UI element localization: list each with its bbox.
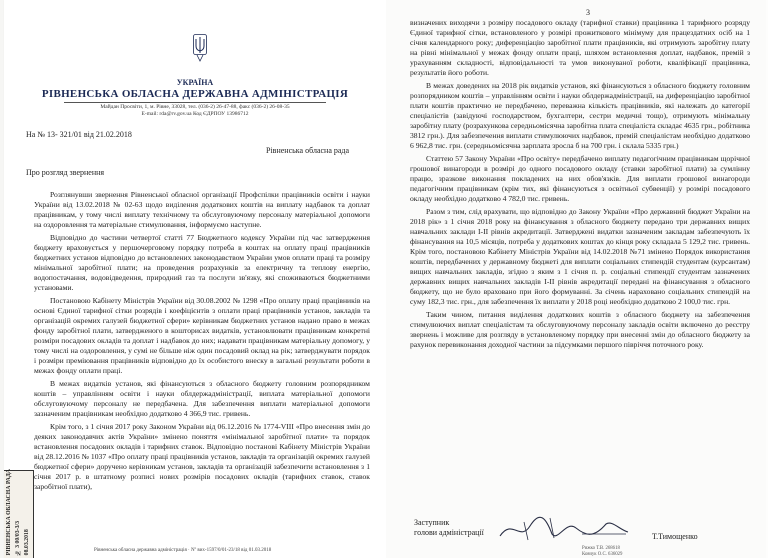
address-line-1: Майдан Просвіти, 1, м. Рівне, 33028, тел. (036-2) 26-47-88, факс (036-2) 26-08-35 bbox=[100, 104, 290, 110]
letter-page-1 bbox=[4, 0, 386, 558]
header-divider bbox=[64, 102, 326, 103]
paragraph: Крім того, з 1 січня 2017 року Законом України від 06.12.2016 № 1774-VIII «Про внесення змін до деяких законодавчих актів України» змінено поняття «мінімальної заробітної плати» та порядок встановлення посадових окладів і тарифних ставок. Відповідно постанові Кабінету Міністрів України від 28.12.2016 № 1037 «Про оплату праці працівників установ, закладів та організацій окремих галузей бюджетної сфери» доручено керівникам установ, закладів та організацій забезпечити встановлення з 1 січня 2017 р. в штатному розписі нових розмірів посадових окладів (тарифних ставок, ставок заробітної плати), bbox=[34, 422, 370, 491]
executor-line: Рижко Т.В. 268618 bbox=[582, 546, 620, 551]
executor-line: Ковчук О.С. 636029 bbox=[582, 552, 623, 557]
letter-page-2 bbox=[386, 0, 766, 558]
letter-body-page-1 bbox=[34, 190, 370, 495]
signatory-title bbox=[414, 518, 484, 538]
stamp-line: № 3 00/03-3/3 bbox=[15, 520, 21, 555]
org-country: УКРАЇНА bbox=[176, 78, 214, 87]
paragraph: Таким чином, питання виділення додаткових коштів з обласного бюджету на забезпечення стимулюючих виплат спеціалістам та обслуговуючому персоналу закладів освіти включено до реєстру звернень і можливе для розгляду в установленому порядку при внесенні змін до обласного бюджету за рахунок перевиконання доходної частини за підсумками першого півріччя поточного року. bbox=[410, 310, 750, 349]
paragraph: Відповідно до частини четвертої статті 77 Бюджетного кодексу України під час затвердження бюджету враховується у першочерговому порядку потреба в коштах на оплату праці працівників бюджетних установ відповідно до встановлених законодавством України умов оплати праці та розміру мінімальної заробітної плати; на проведення розрахунків за електричну та теплову енергію, водопостачання, водовідведення, природний газ та послуги зв'язку, які споживаються бюджетними установами. bbox=[34, 233, 370, 292]
paragraph: В межах видатків установ, які фінансуються з обласного бюджету головним розпорядником коштів – управлінням освіти і науки облдержадміністрації, виплата матеріальної допомоги обслуговуючому персоналу не передбачена. Для забезпечення виплати матеріальної допомоги зазначеним працівникам необхідно додатково 4 366,9 тис. гривень. bbox=[34, 379, 370, 418]
letter-body-page-2 bbox=[410, 18, 750, 353]
paragraph: визначених виходячи з розміру посадового окладу (тарифної ставки) працівника 1 тарифного розряду Єдиної тарифної сітки, встановленого у розмірі прожиткового мінімуму для працездатних осіб на 1 січня календарного року; диференціацію заробітної плати працівників, які отримують заробітну плату на рівні мінімальної у межах фонду оплати праці, шляхом встановлення доплат, надбавок, премій з урахуванням складності, відповідальності та умов виконуваної роботи, кваліфікації працівника, результатів його роботи. bbox=[410, 18, 750, 77]
page-number: 3 bbox=[586, 8, 590, 17]
signatory-title-line: голови адміністрації bbox=[414, 528, 484, 537]
subject-line: Про розгляд звернення bbox=[26, 168, 105, 177]
signatory-title-line: Заступник bbox=[414, 518, 450, 527]
executor-info bbox=[582, 546, 622, 558]
handwritten-signature bbox=[494, 512, 634, 546]
paragraph: В межах доведених на 2018 рік видатків установ, які фінансуються з обласного бюджету головним розпорядником коштів – управлінням освіти і науки облдержадміністрації, на диференціацію заробітної плати коштів практично не передбачено, переважна кількість працівників, які належать до категорії спеціалістів (завідуючі господарством, бухгалтери, сестри медичні тощо), отримують мінімальну заробітну плату (розрахункова середньомісячна заробітна плата спеціаліста складає 4635 грн., робітника 3812 грн.). Для забезпечення виплати стимулюючих надбавок, премій спеціалістам необхідно додатково 6 962,8 тис. грн. (середньомісячна зарплата зросла б на 700 грн. і склала 5335 грн.) bbox=[410, 81, 750, 150]
addressee: Рівненська обласна рада bbox=[266, 146, 350, 155]
org-address bbox=[4, 104, 386, 118]
paragraph: Статтею 57 Закону України «Про освіту» передбачено виплату педагогічним працівникам щорічної грошової винагороди в розмірі до одного посадового окладу (ставки заробітної плати) за сумлінну працю, зразкове виконання покладених на них обов'язків. Для виплати грошової винагороди педагогічним працівникам (крім тих, які фінансуються з освітньої субвенції) у розмірі посадового окладу необхідно додатково 4 782,0 тис. гривень. bbox=[410, 154, 750, 203]
paragraph: Разом з тим, слід врахувати, що відповідно до Закону України «Про державний бюджет України на 2018 рік» з 1 січня 2018 року на фінансування з обласного бюджету передано три державних вищих навчальних заклади I-II рівнів акредитації. Затверджені видатки зазначеним закладам забезпечують їх фінансування на 10,5 місяців, потреба у додаткових коштах до кінця року складала 5 129,2 тис. гривень. Крім того, постановою Кабінету Міністрів України від 14.02.2018 №71 змінено Порядок використання коштів, передбачених у державному бюджеті для виплати соціальних стипендій студентам (курсантам) вищих навчальних закладів, згідно з яким з 1 січня п. р. соціальні стипендії студентам зазначених державних вищих навчальних закладів I-II рівнів акредитації передані на фінансування з обласного бюджету, що не було враховано при його формуванні. За січень нараховано соціальних стипендій на суму 182,3 тис. грн., для забезпечення їх виплати у 2018 році необхідно додатково 2 100,0 тис. грн. bbox=[410, 207, 750, 306]
paragraph: Постановою Кабінету Міністрів України від 30.08.2002 № 1298 «Про оплату праці працівників на основі Єдиної тарифної сітки розрядів і коефіцієнтів з оплати праці працівників установ, закладів та організацій окремих галузей бюджетної сфери» керівникам бюджетних установ надано право в межах фонду заробітної плати, затвердженого в кошторисах видатків, установлювати працівникам конкретні розміри посадових окладів та доплат і надбавок до них; надавати працівникам матеріальну допомогу, у тому числі на оздоровлення, у сумі не більше ніж один посадовий оклад на рік; затверджувати порядок і розміри преміювання працівників відповідно до їх особистого внеску в загальні результати роботи в межах фонду оплати праці. bbox=[34, 296, 370, 375]
reference-number: На № 13- 321/01 від 21.02.2018 bbox=[26, 130, 132, 139]
org-name: РІВНЕНСЬКА ОБЛАСНА ДЕРЖАВНА АДМІНІСТРАЦІЯ bbox=[41, 88, 349, 100]
stamp-line: 08.03.2018 bbox=[24, 528, 30, 555]
stamp-line: РІВНЕНСЬКА ОБЛАСНА РАДА bbox=[6, 468, 12, 555]
registration-stamp bbox=[4, 470, 34, 558]
signatory-name: Т.Тимощенко bbox=[652, 532, 698, 541]
address-line-2: E-mail: rda@rv.gov.ua Код ЄДРПОУ 13986712 bbox=[141, 111, 249, 117]
document-footer: Рівненська обласна державна адміністрація · Nº вих-1597/0/01-23/18 від 01.03.2018 bbox=[94, 548, 272, 553]
stamp-text bbox=[5, 469, 32, 555]
paragraph: Розглянувши звернення Рівненської обласної організації Профспілки працівників освіти і науки України від 13.02.2018 № 02-63 щодо виділення додаткових коштів на виплату надбавок та доплат працівникам, у тому числі виплату технічному та обслуговуючому персоналу матеріальної допомоги на оздоровлення та матеріальне стимулювання, інформуємо наступне. bbox=[34, 190, 370, 229]
trident-emblem-icon bbox=[193, 34, 207, 62]
